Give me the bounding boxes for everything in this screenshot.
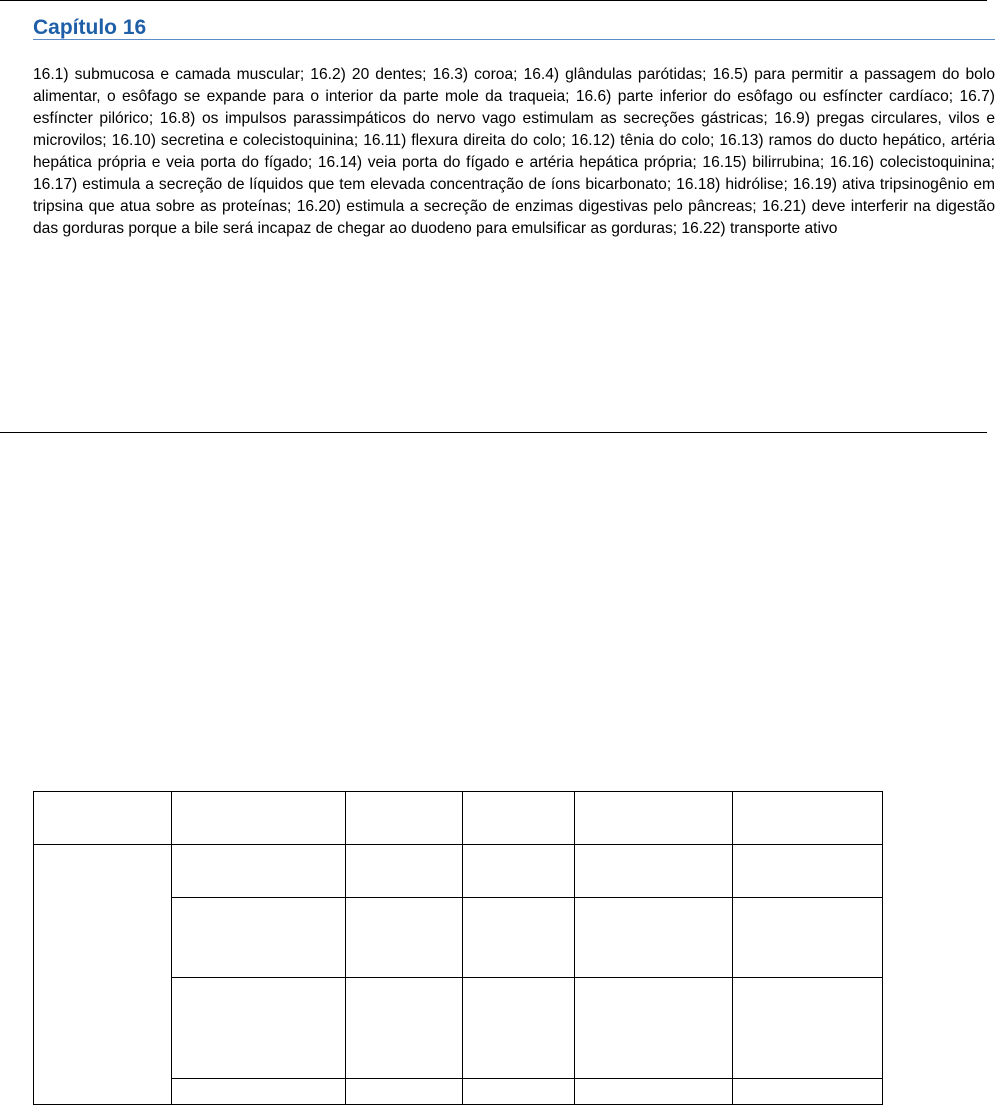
table-cell — [575, 1079, 733, 1105]
table-cell — [346, 792, 463, 845]
table-cell — [575, 978, 733, 1079]
table-cell — [34, 792, 172, 845]
table-cell — [346, 1079, 463, 1105]
title-underline — [33, 39, 995, 40]
table-header-row — [34, 792, 883, 845]
table-cell — [172, 1079, 346, 1105]
answers-paragraph: 16.1) submucosa e camada muscular; 16.2) 20 dentes; 16.3) coroa; 16.4) glândulas parótidas; 16.5) para permitir a passagem do bolo alimentar, o esôfago se expande para o interior da parte mole da traqueia; 16.6) parte inferior do esôfago ou esfíncter cardíaco; 16.7) esfíncter pilórico; 16.8) os impulsos parassimpáticos do nervo vago estimulam as secreções gástricas; 16.9) pregas circulares, vilos e microvilos; 16.10) secretina e colecistoquinina; 16.11) flexura direita do colo; 16.12) tênia do colo; 16.13) ramos do ducto hepático, artéria hepática própria e veia porta do fígado; 16.14) veia porta do fígado e artéria hepática própria; 16.15) bilirrubina; 16.16) colecistoquinina; 16.17) estimula a secreção de líquidos que tem elevada concentração de íons bicarbonato; 16.18) hidrólise; 16.19) ativa tripsinogênio em tripsina que atua sobre as proteínas; 16.20) estimula a secreção de enzimas digestivas pelo pâncreas; 16.21) deve interferir na digestão das gorduras porque a bile será incapaz de chegar ao duodeno para emulsificar as gorduras; 16.22) transporte ativo — [33, 66, 995, 237]
empty-grid-table — [33, 791, 883, 1105]
table-cell — [575, 845, 733, 898]
table-cell — [463, 978, 575, 1079]
table-cell — [172, 978, 346, 1079]
table-cell — [733, 792, 883, 845]
table-merged-cell — [34, 845, 172, 1105]
table-cell — [346, 978, 463, 1079]
table-cell — [463, 1079, 575, 1105]
table-cell — [733, 978, 883, 1079]
table-cell — [172, 845, 346, 898]
table-cell — [463, 792, 575, 845]
table-cell — [463, 845, 575, 898]
table-row — [34, 845, 883, 898]
table-cell — [733, 845, 883, 898]
section-divider — [0, 432, 987, 433]
table-cell — [733, 898, 883, 978]
table-cell — [575, 898, 733, 978]
table-cell — [346, 845, 463, 898]
table-cell — [346, 898, 463, 978]
table-cell — [172, 898, 346, 978]
table-cell — [575, 792, 733, 845]
top-page-rule — [0, 0, 987, 1]
chapter-title: Capítulo 16 — [33, 16, 147, 39]
table-cell — [733, 1079, 883, 1105]
table-cell — [463, 898, 575, 978]
table-cell — [172, 792, 346, 845]
